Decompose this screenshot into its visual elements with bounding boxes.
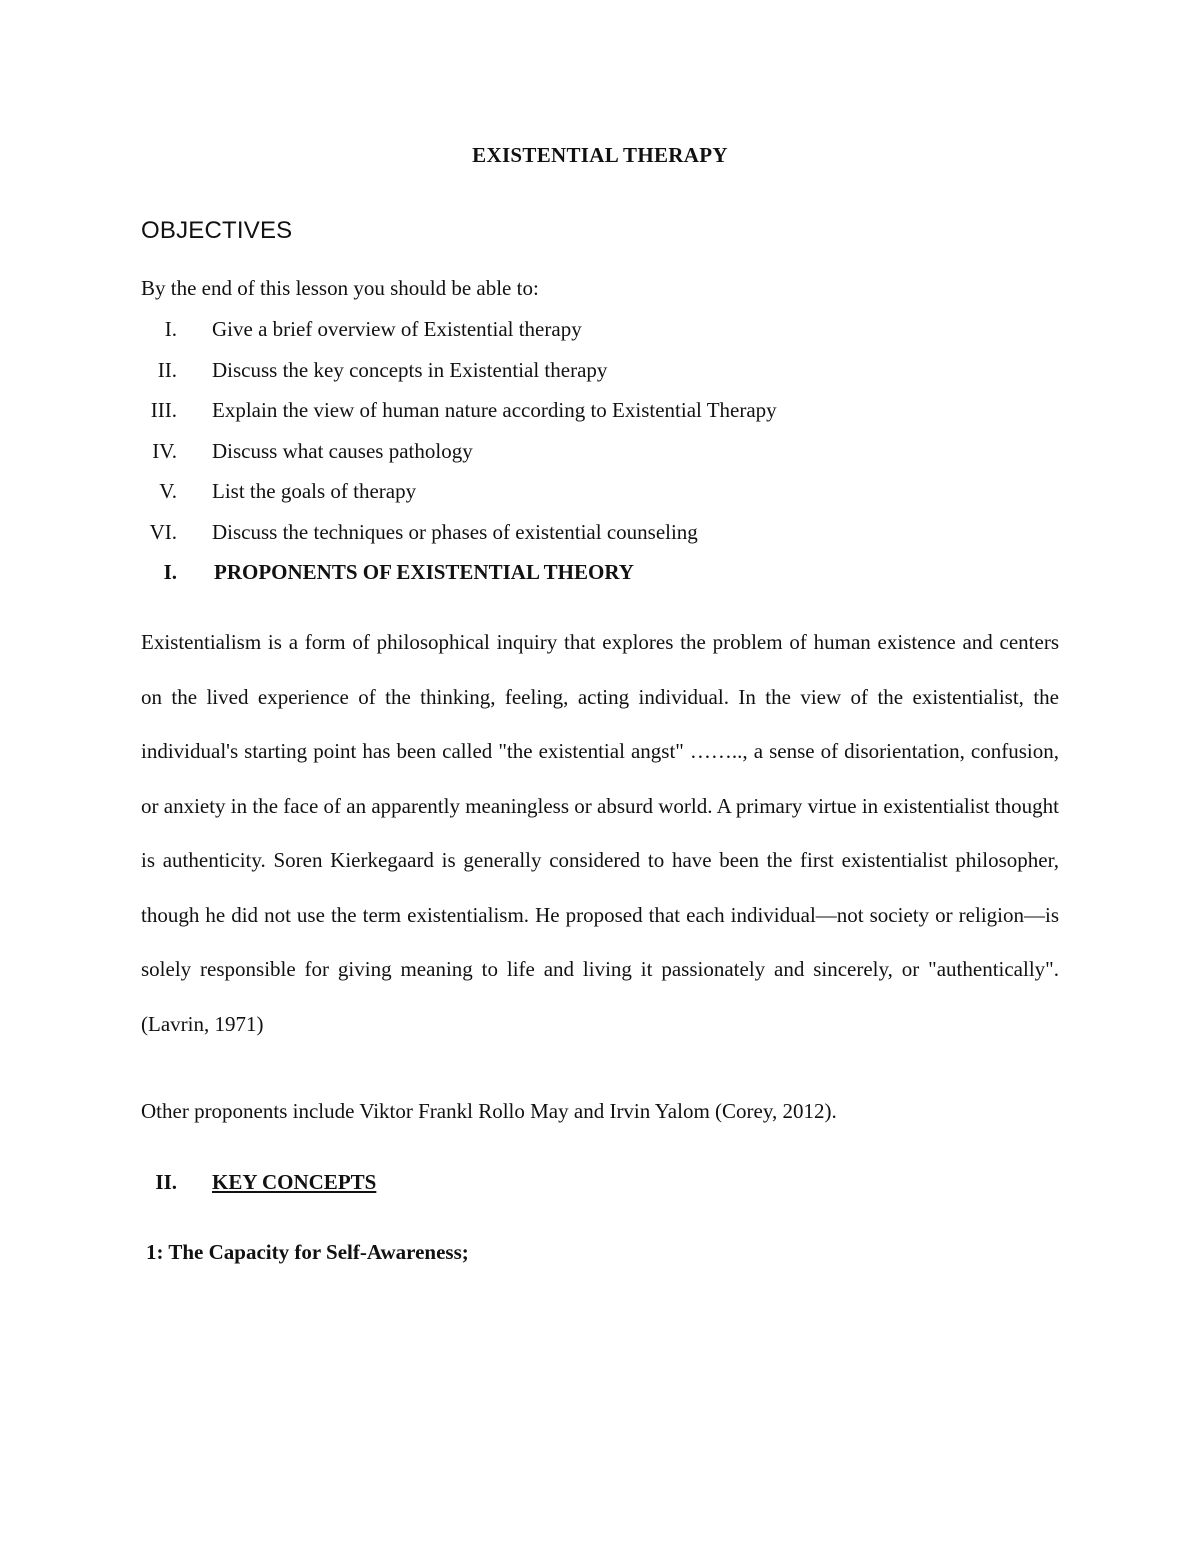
objective-number: I. <box>164 317 177 341</box>
objective-number: V. <box>159 479 177 504</box>
objective-item <box>0 358 1200 399</box>
objective-text: Give a brief overview of Existential therapy <box>212 317 582 341</box>
objectives-list <box>0 317 1200 561</box>
body-paragraph: Existentialism is a form of philosophical inquiry that explores the problem of human existence and centers on the lived experience of the thinking, feeling, acting individual. In the view of the existentialist, the individual's starting point has been called "the existential angst" …….., a sense of disorientation, confusion, or anxiety in the face of an apparently meaningless or absurd world. A primary virtue in existentialist thought is authenticity. Soren Kierkegaard is generally considered to have been the first existentialist philosopher, though he did not use the term existentialism. He proposed that each individual—not society or religion—is solely responsible for giving meaning to life and living it passionately and sincerely, or "authentically". (Lavrin, 1971) <box>141 630 1059 1036</box>
objective-item <box>0 398 1200 439</box>
body-paragraph: Other proponents include Viktor Frankl Rollo May and Irvin Yalom (Corey, 2012). <box>141 1099 837 1123</box>
objective-item <box>0 520 1200 561</box>
objective-number: IV. <box>152 438 177 463</box>
objective-item <box>0 479 1200 520</box>
objective-text: Explain the view of human nature according to Existential Therapy <box>212 398 777 423</box>
section-number: II. <box>155 1170 177 1194</box>
objectives-intro: By the end of this lesson you should be able to: <box>141 276 539 300</box>
objective-item <box>0 439 1200 480</box>
objective-number: II. <box>157 357 177 382</box>
objective-number: III. <box>150 398 177 423</box>
objective-text: Discuss the techniques or phases of existential counseling <box>212 519 698 544</box>
section-title: KEY CONCEPTS <box>212 1170 377 1194</box>
objective-text: Discuss the key concepts in Existential therapy <box>212 357 608 382</box>
document-title: EXISTENTIAL THERAPY <box>472 143 728 167</box>
section-title: PROPONENTS OF EXISTENTIAL THEORY <box>214 560 634 584</box>
objective-number: VI. <box>149 519 177 544</box>
objective-text: List the goals of therapy <box>212 479 417 504</box>
objective-item <box>0 317 1200 358</box>
objective-text: Discuss what causes pathology <box>212 438 473 463</box>
objectives-heading: OBJECTIVES <box>141 217 293 244</box>
section-number: I. <box>163 560 177 584</box>
subheading: 1: The Capacity for Self-Awareness; <box>146 1240 469 1264</box>
